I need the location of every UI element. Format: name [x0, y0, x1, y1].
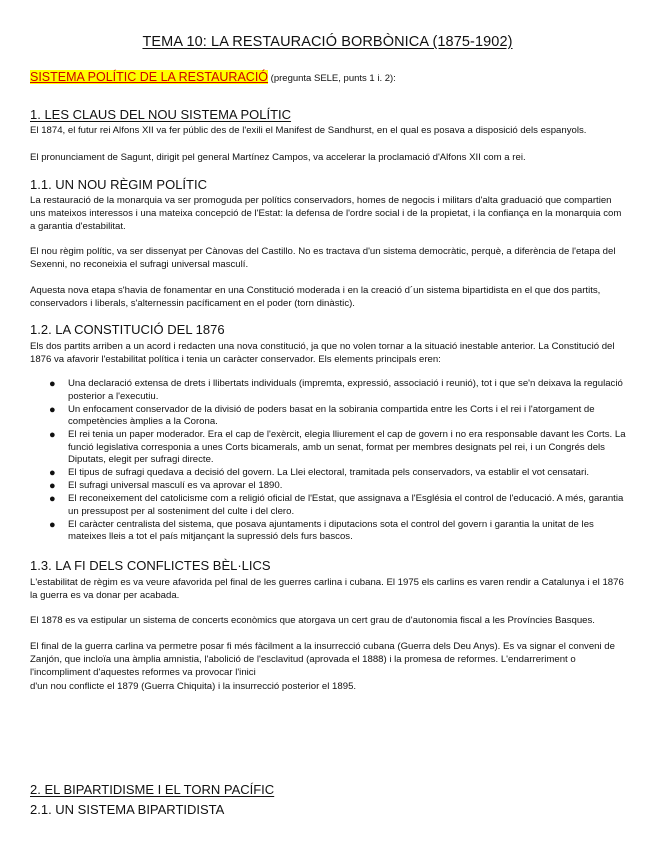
heading-2: 2. EL BIPARTIDISME I EL TORN PACÍFIC	[30, 782, 275, 797]
heading-1-1: 1.1. UN NOU RÈGIM POLÍTIC	[30, 177, 207, 192]
bullet-icon: ●	[49, 518, 56, 531]
list-item	[30, 519, 630, 544]
list-item	[30, 467, 630, 480]
s13-paragraph-3: El final de la guerra carlina va permetre posar fi més fàcilment a la insurrecció cubana (Guerra dels Deu Anys). Es va signar el conveni de Zanjón, que incloïa una àmplia amnistia, l'abolició de l'esclavitud (aprovada el 1888) i la promesa de reformes. L'endarreriment o l'incompliment d'aquestes reformes va provocar l'inici	[30, 641, 615, 678]
list-item-text: El reconeixement del catolicisme com a religió oficial de l'Estat, que assignava a l'Església el control de l'educació. A més, garantia un pressupost per al sosteniment del culte i del clero.	[68, 493, 624, 517]
bullet-icon: ●	[49, 429, 56, 441]
list-item-text: El sufragi universal masculí es va aprovar el 1890.	[68, 480, 283, 491]
s1-paragraph-2: El pronunciament de Sagunt, dirigit pel general Martínez Campos, va accelerar la proclamació d'Alfons XII com a rei.	[30, 152, 526, 163]
list-item-text: Un enfocament conservador de la divisió de poders basat en la sobirania compartida entre les Corts i el rei i l'atorgament de competències àmplies a la Corona.	[68, 403, 595, 427]
bullet-icon: ●	[49, 493, 56, 505]
list-item	[30, 480, 630, 493]
s12-paragraph-1: Els dos partits arriben a un acord i redacten una nova constitució, ja que no volen tornar a la situació inestable anterior. La Constitució del 1876 va afavorir l'estabilitat política i tenia un caràcter conservador. Els elements principals eren:	[30, 341, 615, 365]
heading-1-3: 1.3. LA FI DELS CONFLICTES BÈL·LICS	[30, 558, 271, 573]
list-item-text: El rei tenia un paper moderador. Era el cap de l'exèrcit, elegia lliurement el cap de govern i no era responsable davant les Corts. La funció legislativa corresponia a unes Corts bicamerals, amb un senat, format per membres designats pel rei, i un Congrés dels Diputats, elegit per sufragi directe.	[68, 429, 626, 465]
list-item-text: Una declaració extensa de drets i llibertats individuals (impremta, expressió, associació i reunió), tot i que se'n deixava la regulació posterior a l'executiu.	[68, 378, 623, 402]
page-title-text: TEMA 10: LA RESTAURACIÓ BORBÒNICA (1875-1902)	[142, 34, 513, 50]
bullet-icon: ●	[49, 403, 56, 416]
list-item	[30, 493, 630, 518]
bullet-icon: ●	[49, 480, 56, 492]
constitution-elements-list	[30, 378, 630, 544]
list-item-text: El tipus de sufragi quedava a decisió del govern. La Llei electoral, tramitada pels conservadors, va establir el vot censatari.	[68, 467, 590, 478]
list-item	[30, 429, 630, 467]
intro-note: (pregunta SELE, punts 1 i. 2):	[268, 73, 396, 84]
s13-paragraph-2: El 1878 es va estipular un sistema de concerts econòmics que atorgava un cert grau de d'autonomia fiscal a les Províncies Basques.	[30, 615, 595, 626]
heading-2-1: 2.1. UN SISTEMA BIPARTIDISTA	[30, 802, 225, 817]
s11-paragraph-2: El nou règim polític, va ser dissenyat per Cànovas del Castillo. No es tractava d'un sistema democràtic, perquè, a diferència de l'etapa del Sexenni, no reconeixia el sufragi universal masculí.	[30, 246, 616, 270]
s1-paragraph-1: El 1874, el futur rei Alfons XII va fer públic des de l'exili el Manifest de Sandhurst, en el qual es posava a disposició dels espanyols.	[30, 125, 587, 136]
intro-line	[30, 70, 396, 84]
heading-1: 1. LES CLAUS DEL NOU SISTEMA POLÍTIC	[30, 107, 292, 122]
heading-1-2: 1.2. LA CONSTITUCIÓ DEL 1876	[30, 322, 225, 337]
list-item-text: El caràcter centralista del sistema, que posava ajuntaments i diputacions sota el control del govern i garantia la unitat de les mateixes lleis a tot el país mitjançant la supressió dels furs bascos.	[68, 518, 594, 542]
bullet-icon: ●	[49, 467, 56, 479]
highlighted-section-title: SISTEMA POLÍTIC DE LA RESTAURACIÓ	[30, 70, 269, 84]
s13-paragraph-1: L'estabilitat de règim es va veure afavorida pel final de les guerres carlina i cubana. El 1975 els carlins es varen rendir a Catalunya i el 1876 la guerra es va donar per acabada.	[30, 577, 624, 601]
list-item	[30, 378, 630, 403]
s13-paragraph-3-continued: d'un nou conflicte el 1879 (Guerra Chiquita) i la insurrecció posterior el 1895.	[30, 681, 357, 692]
s11-paragraph-1: La restauració de la monarquia va ser promoguda per polítics conservadors, homes de negocis i militars d'alta graduació que compartien uns mateixos interessos i una mateixa concepció de l'Estat: la defensa de l'ordre social i de la propietat, i la confiança en la monarquia com a garantia d'estabilitat.	[30, 195, 622, 232]
bullet-icon: ●	[49, 378, 56, 390]
page-title	[0, 34, 655, 50]
s11-paragraph-3: Aquesta nova etapa s'havia de fonamentar en una Constitució moderada i en la creació d´un sistema bipartidista en el que dos partits, conservadors i liberals, s'alternessin pacíficament en el poder (torn dinàstic).	[30, 285, 601, 309]
list-item	[30, 404, 630, 429]
